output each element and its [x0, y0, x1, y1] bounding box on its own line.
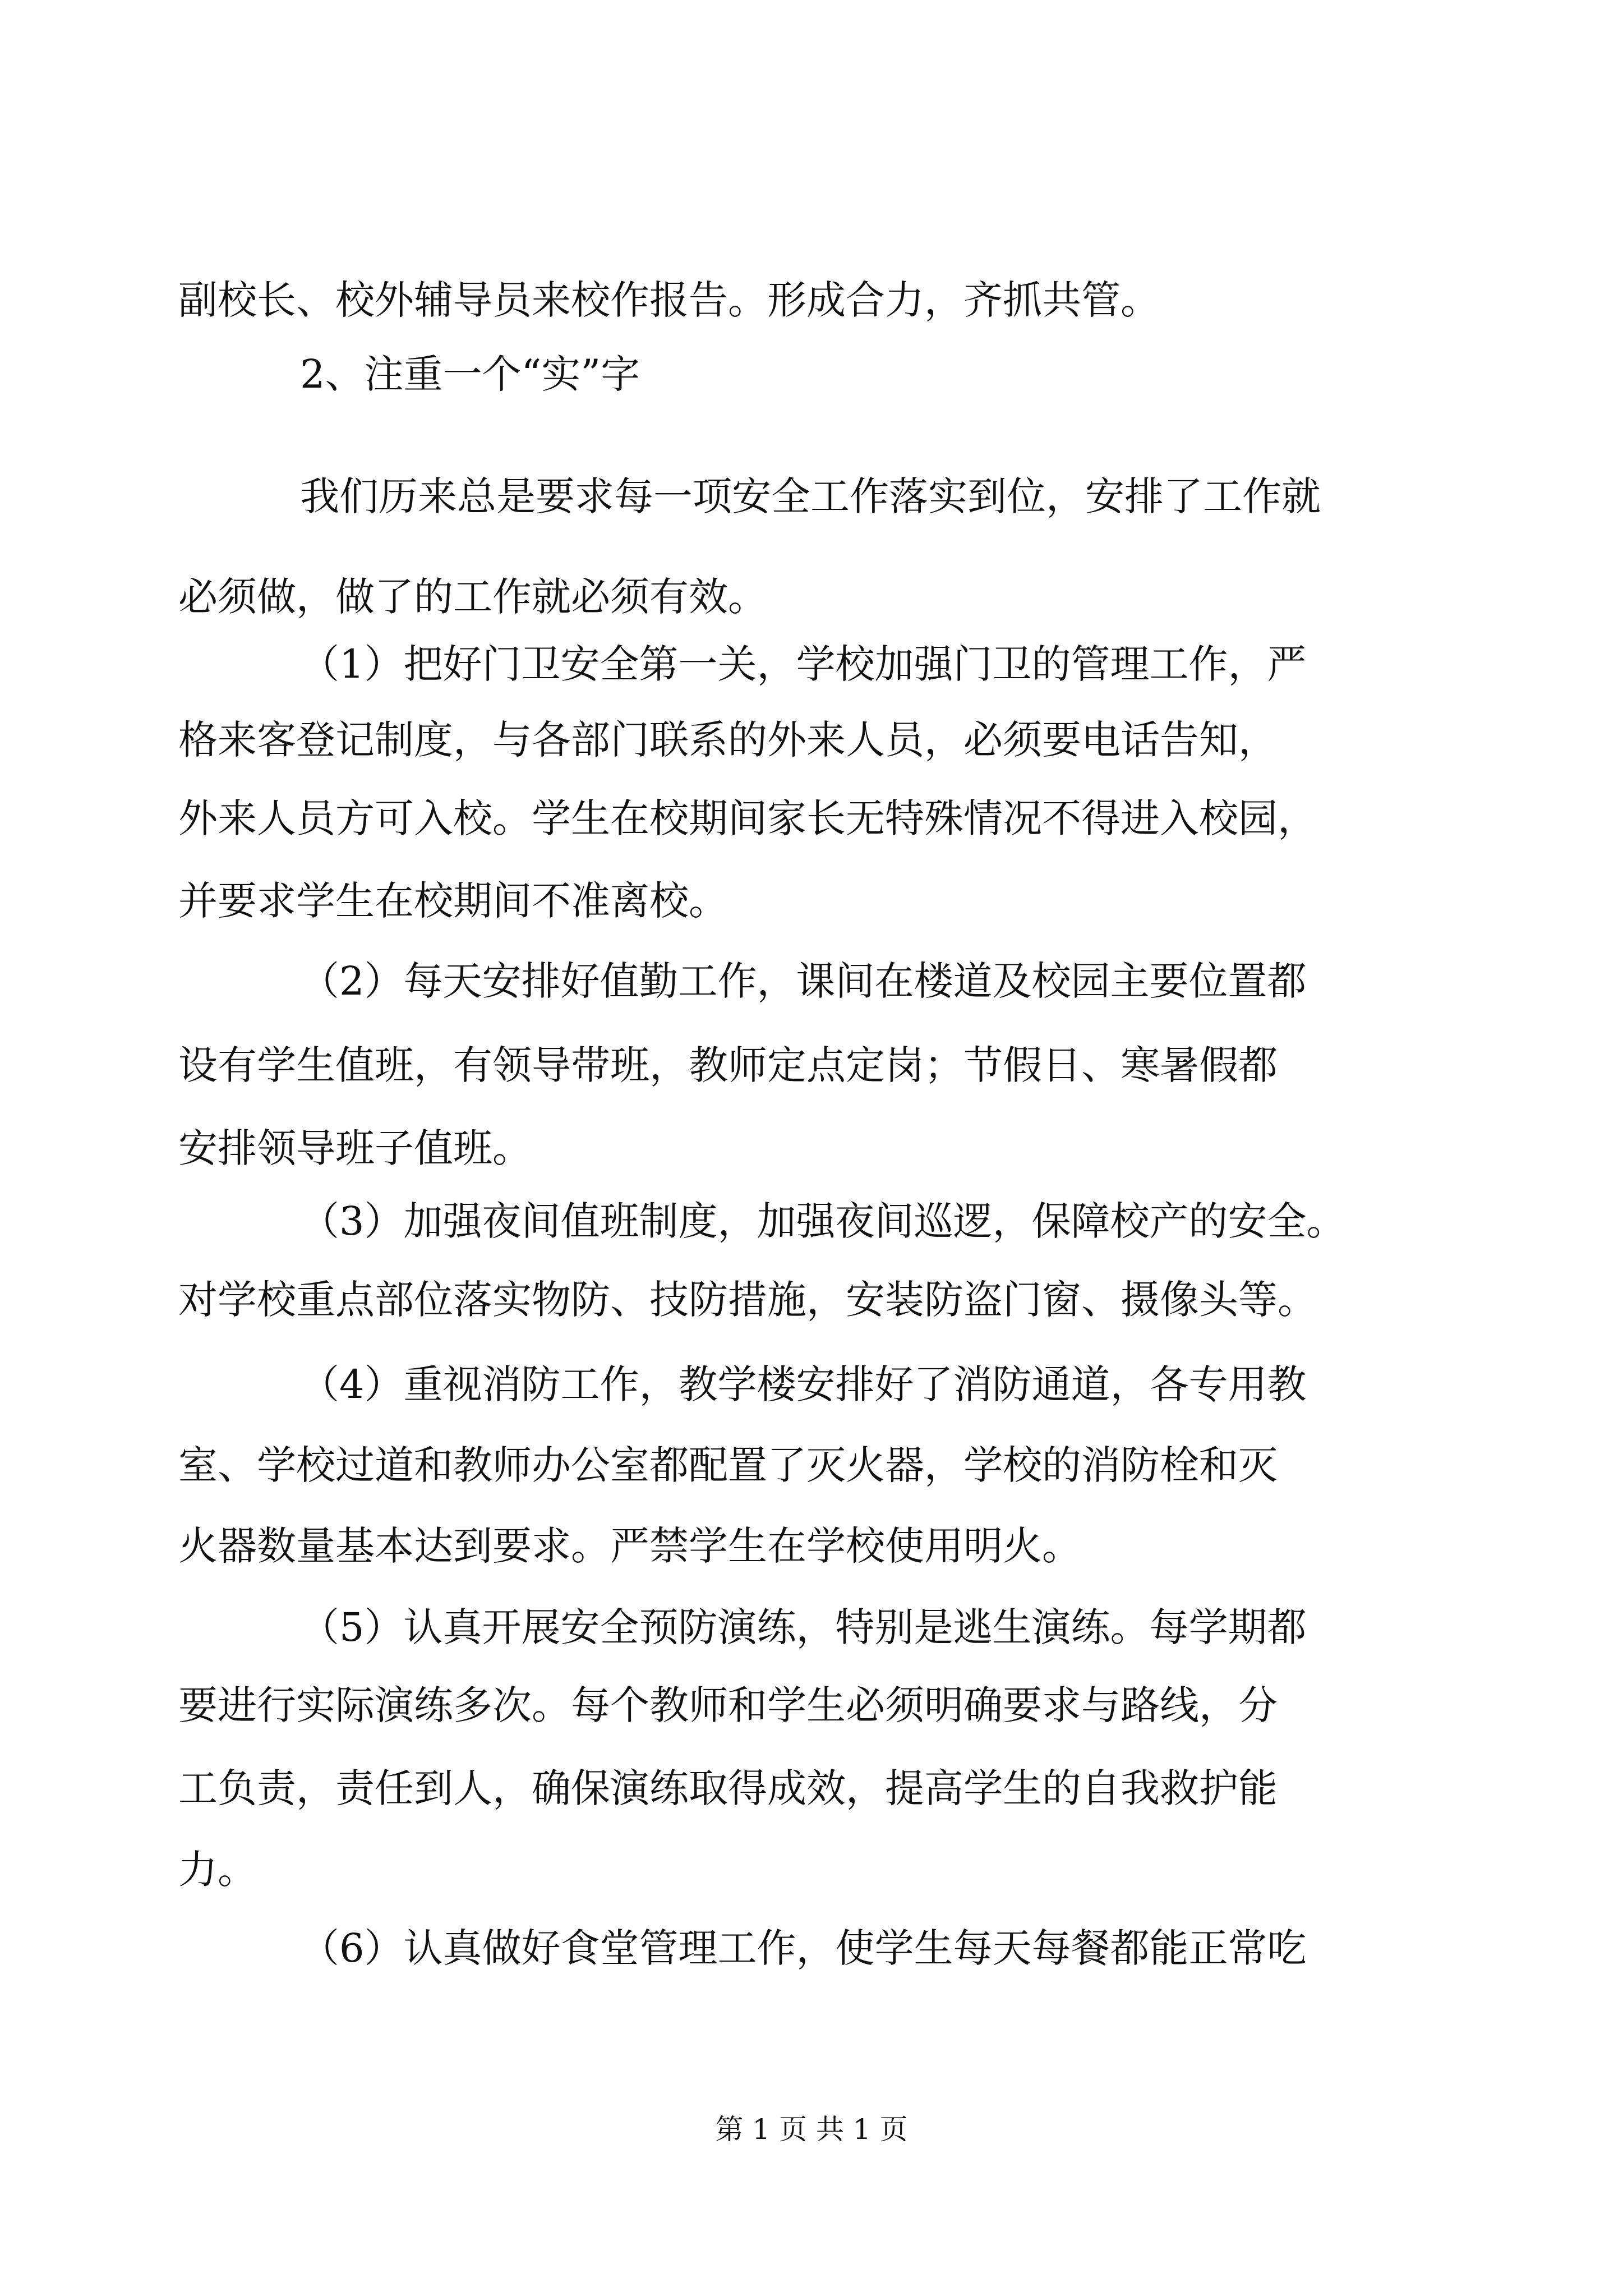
text-line-19: 工负责，责任到人，确保演练取得成效，提高学生的自我救护能 [178, 1765, 1278, 1811]
page-footer: 第 1 页 共 1 页 [715, 2113, 908, 2146]
text-line-9: （2）每天安排好值勤工作，课间在楼道及校园主要位置都 [300, 958, 1307, 1004]
section-heading: 2、注重一个“实”字 [300, 351, 640, 397]
text-line-15: 室、学校过道和教师办公室都配置了灭火器，学校的消防栓和灭 [178, 1442, 1278, 1488]
text-line-20: 力。 [178, 1847, 257, 1893]
text-line-7: 外来人员方可入校。学生在校期间家长无特殊情况不得进入校园， [178, 795, 1317, 841]
text-line-16: 火器数量基本达到要求。严禁学生在学校使用明火。 [178, 1523, 1081, 1569]
text-line-12: （3）加强夜间值班制度，加强夜间巡逻，保障校产的安全。 [300, 1198, 1346, 1244]
text-line-17: （5）认真开展安全预防演练，特别是逃生演练。每学期都 [300, 1604, 1307, 1650]
text-line-18: 要进行实际演练多次。每个教师和学生必须明确要求与路线，分 [178, 1682, 1278, 1728]
text-line-13: 对学校重点部位落实物防、技防措施，安装防盗门窗、摄像头等。 [178, 1277, 1317, 1323]
text-line-10: 设有学生值班，有领导带班，教师定点定岗；节假日、寒暑假都 [178, 1042, 1278, 1088]
text-line-11: 安排领导班子值班。 [178, 1125, 532, 1171]
text-line-21: （6）认真做好食堂管理工作，使学生每天每餐都能正常吃 [300, 1925, 1307, 1971]
text-line-14: （4）重视消防工作，教学楼安排好了消防通道，各专用教 [300, 1361, 1307, 1407]
text-line-6: 格来客登记制度，与各部门联系的外来人员，必须要电话告知， [178, 717, 1278, 763]
text-line-5: （1）把好门卫安全第一关，学校加强门卫的管理工作，严 [300, 641, 1307, 687]
text-line-1: 副校长、校外辅导员来校作报告。形成合力，齐抓共管。 [178, 277, 1160, 323]
text-line-8: 并要求学生在校期间不准离校。 [178, 878, 728, 924]
text-line-4: 必须做，做了的工作就必须有效。 [178, 574, 767, 620]
text-line-3: 我们历来总是要求每一项安全工作落实到位，安排了工作就 [300, 473, 1321, 519]
